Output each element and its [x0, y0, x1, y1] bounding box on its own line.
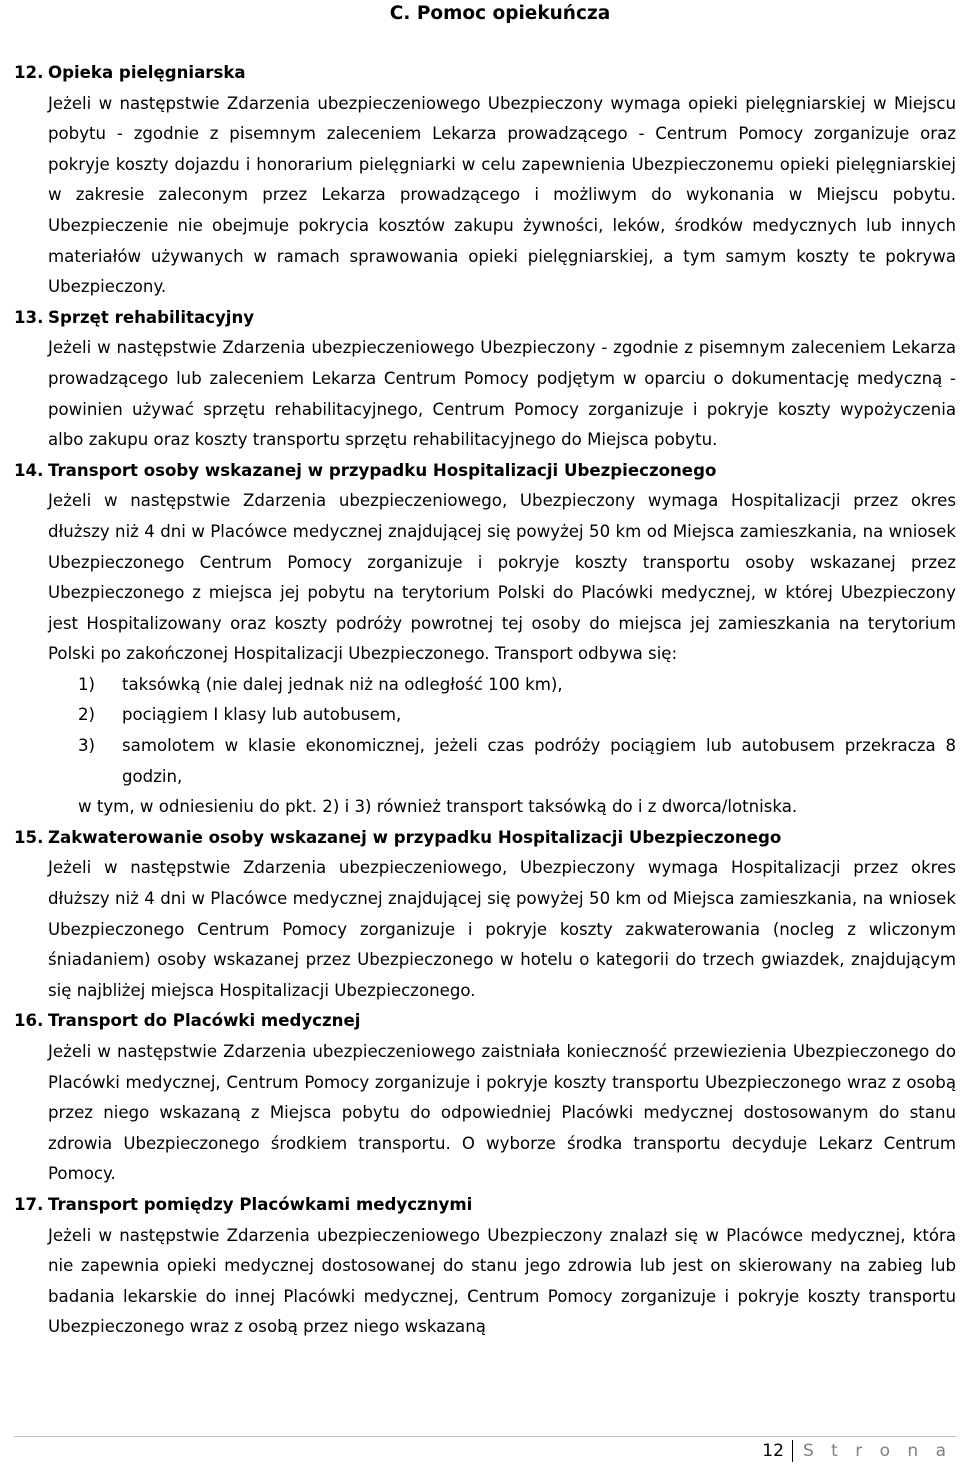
clause-body	[48, 853, 956, 1006]
clause-paragraph: Jeżeli w następstwie Zdarzenia ubezpieczeniowego, Ubezpieczony wymaga Hospitalizacji przez okres dłuższy niż 4 dni w Placówce medycznej znajdującej się powyżej 50 km od Miejsca zamieszkania, na wniosek Ubezpieczonego Centrum Pomocy zorganizuje i pokryje koszty transportu osoby wskazanej przez Ubezpieczonego z miejsca jej pobytu na terytorium Polski do Placówki medycznej, w której Ubezpieczony jest Hospitalizowany oraz koszty podróży powrotnej tej osoby do miejsca jej zamieszkania na terytorium Polski po zakończonej Hospitalizacji Ubezpieczonego. Transport odbywa się:	[48, 491, 956, 664]
list-item-number: 3)	[78, 736, 96, 756]
clause-paragraph: Jeżeli w następstwie Zdarzenia ubezpieczeniowego Ubezpieczony - zgodnie z pisemnym zaleceniem Lekarza prowadzącego lub zaleceniem Lekarza Centrum Pomocy podjętym w oparciu o dokumentację medyczną - powinien używać sprzętu rehabilitacyjnego, Centrum Pomocy zorganizuje i pokryje koszty wypożyczenia albo zakupu oraz koszty transportu sprzętu rehabilitacyjnego do Miejsca pobytu.	[48, 338, 956, 450]
clause-14	[14, 456, 956, 823]
list-item	[48, 731, 956, 792]
list-item-number: 1)	[78, 674, 96, 694]
list-item	[48, 670, 956, 701]
clause-paragraph: Jeżeli w następstwie Zdarzenia ubezpieczeniowego zaistniała konieczność przewiezienia Ubezpieczonego do Placówki medycznej, Centrum Pomocy zorganizuje i pokryje koszty transportu Ubezpieczonego wraz z osobą przez niego wskazaną z Miejsca pobytu do odpowiedniej Placówki medycznej dostosowanym do stanu zdrowia Ubezpieczonego środkiem transportu. O wyborze środka transportu decyduje Lekarz Centrum Pomocy.	[48, 1042, 956, 1184]
clause-number: 13.	[14, 307, 44, 327]
clause-paragraph: Jeżeli w następstwie Zdarzenia ubezpieczeniowego Ubezpieczony znalazł się w Placówce medycznej, która nie zapewnia opieki medycznej dostosowanej do stanu jego zdrowia lub jest on skierowany na zabieg lub badania lekarskie do innej Placówki medycznej, Centrum Pomocy zorganizuje i pokryje koszty transportu Ubezpieczonego wraz z osobą przez niego wskazaną	[48, 1225, 956, 1337]
clause-title: Transport pomiędzy Placówkami medycznymi	[48, 1194, 473, 1214]
clause-number: 15.	[14, 827, 44, 847]
clause-heading	[14, 823, 956, 854]
list-item-text: taksówką (nie dalej jednak niż na odległość 100 km),	[122, 674, 563, 694]
document-content	[14, 58, 956, 1343]
clause-heading	[14, 1006, 956, 1037]
clause-paragraph: Jeżeli w następstwie Zdarzenia ubezpieczeniowego Ubezpieczony wymaga opieki pielęgniarskiej w Miejscu pobytu - zgodnie z pisemnym zaleceniem Lekarza prowadzącego - Centrum Pomocy zorganizuje oraz pokryje koszty dojazdu i honorarium pielęgniarki w celu zapewnienia Ubezpieczonemu opieki pielęgniarskiej w zakresie zaleconym przez Lekarza prowadzącego i możliwym do wykonania w Miejscu pobytu. Ubezpieczenie nie obejmuje pokrycia kosztów zakupu żywności, leków, środków medycznych lub innych materiałów używanych w ramach sprawowania opieki pielęgniarskiej, a tym samym koszty te pokrywa Ubezpieczony.	[48, 93, 956, 297]
transport-options-list	[48, 670, 956, 792]
clause-title: Transport osoby wskazanej w przypadku Hospitalizacji Ubezpieczonego	[48, 460, 717, 480]
clause-heading	[14, 1190, 956, 1221]
clause-16	[14, 1006, 956, 1190]
clause-number: 17.	[14, 1194, 44, 1214]
clause-paragraph: Jeżeli w następstwie Zdarzenia ubezpieczeniowego, Ubezpieczony wymaga Hospitalizacji przez okres dłuższy niż 4 dni w Placówce medycznej znajdującej się powyżej 50 km od Miejsca zamieszkania, na wniosek Ubezpieczonego Centrum Pomocy zorganizuje i pokryje koszty zakwaterowania (nocleg z wliczonym śniadaniem) osoby wskazanej przez Ubezpieczonego w hotelu o kategorii do trzech gwiazdek, znajdującym się najbliżej miejsca Hospitalizacji Ubezpieczonego.	[48, 858, 956, 1000]
clause-body	[48, 486, 956, 670]
clause-12	[14, 58, 956, 303]
clause-body	[48, 89, 956, 303]
page-footer	[762, 1436, 952, 1466]
page-label: S t r o n a	[802, 1441, 952, 1461]
clause-title: Transport do Placówki medycznej	[48, 1011, 361, 1031]
list-item	[48, 700, 956, 731]
clause-number: 16.	[14, 1011, 44, 1031]
list-item-text: samolotem w klasie ekonomicznej, jeżeli czas podróży pociągiem lub autobusem przekracza 8 godzin,	[122, 736, 956, 786]
page-number: 12	[762, 1441, 784, 1461]
clause-title: Opieka pielęgniarska	[48, 63, 246, 82]
clause-body	[48, 333, 956, 455]
clause-17	[14, 1190, 956, 1343]
clause-heading	[14, 456, 956, 487]
clause-number: 12.	[14, 63, 44, 82]
clause-title: Sprzęt rehabilitacyjny	[48, 307, 255, 327]
clause-13	[14, 303, 956, 456]
clause-body	[48, 1221, 956, 1343]
clause-note: w tym, w odniesieniu do pkt. 2) i 3) również transport taksówką do i z dworca/lotniska.	[78, 797, 798, 817]
list-item-text: pociągiem I klasy lub autobusem,	[122, 705, 402, 725]
footer-separator-bar	[792, 1440, 793, 1462]
clause-body	[48, 1037, 956, 1190]
clause-title: Zakwaterowanie osoby wskazanej w przypadku Hospitalizacji Ubezpieczonego	[48, 827, 782, 847]
clause-15	[14, 823, 956, 1007]
clause-heading	[14, 58, 956, 89]
clause-heading	[14, 303, 956, 334]
list-item-number: 2)	[78, 705, 96, 725]
section-title: C. Pomoc opiekuńcza	[389, 3, 611, 24]
clause-number: 14.	[14, 460, 44, 480]
